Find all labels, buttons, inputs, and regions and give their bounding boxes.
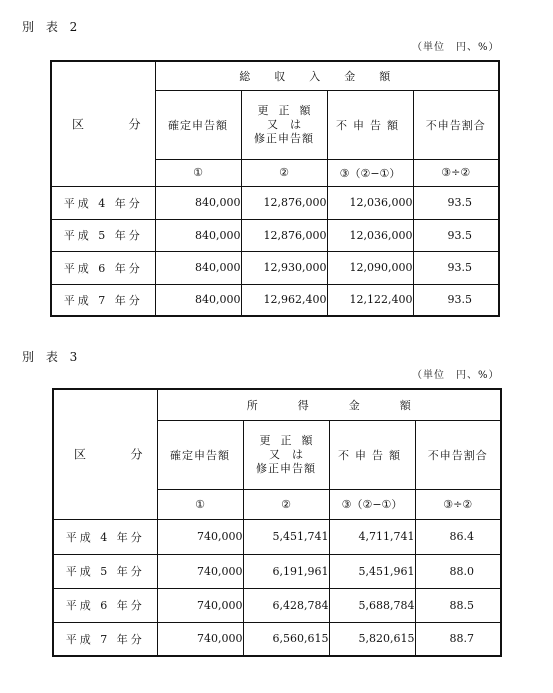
table3-unit-note: （単位 円、%） xyxy=(412,370,500,381)
cell-fushinkoku: 12,122,400 xyxy=(327,284,413,316)
row-label: 平成 7 年分 xyxy=(51,284,155,316)
kubun-char-1: 区 xyxy=(72,117,85,132)
header-ratio: 不申告割合 xyxy=(415,420,501,489)
marker-3: ③（②−①） xyxy=(329,489,415,519)
cell-kosei: 12,876,000 xyxy=(241,186,327,219)
table-row xyxy=(53,519,501,554)
cell-kakutei: 740,000 xyxy=(157,622,243,656)
kubun-char-2: 分 xyxy=(128,117,141,132)
cell-ratio: 93.5 xyxy=(413,284,499,316)
table3 xyxy=(52,388,502,657)
header-fushinkoku: 不申告額 xyxy=(327,90,413,159)
cell-fushinkoku: 12,036,000 xyxy=(327,219,413,251)
row-label: 平成 7 年分 xyxy=(53,622,157,656)
header-kosei-line3: 修正申告額 xyxy=(254,131,314,145)
header-kosei-line2: 又は xyxy=(267,117,313,131)
cell-kakutei: 740,000 xyxy=(157,554,243,588)
marker-3: ③（②−①） xyxy=(327,159,413,186)
cell-ratio: 88.5 xyxy=(415,588,501,622)
table2-unit-note: （単位 円、%） xyxy=(412,42,500,53)
row-label: 平成 4 年分 xyxy=(53,519,157,554)
header-kosei-line3: 修正申告額 xyxy=(256,461,316,475)
table-row xyxy=(51,251,499,284)
cell-kakutei: 740,000 xyxy=(157,519,243,554)
table2-label: 別 表 2 xyxy=(22,20,82,34)
row-label: 平成 6 年分 xyxy=(53,588,157,622)
cell-fushinkoku: 12,090,000 xyxy=(327,251,413,284)
cell-ratio: 93.5 xyxy=(413,186,499,219)
cell-fushinkoku: 5,688,784 xyxy=(329,588,415,622)
cell-kakutei: 740,000 xyxy=(157,588,243,622)
cell-ratio: 93.5 xyxy=(413,219,499,251)
cell-kosei: 12,876,000 xyxy=(241,219,327,251)
marker-2: ② xyxy=(243,489,329,519)
cell-kosei: 12,962,400 xyxy=(241,284,327,316)
marker-2: ② xyxy=(241,159,327,186)
table-row xyxy=(53,588,501,622)
header-kosei xyxy=(241,90,327,159)
cell-kakutei: 840,000 xyxy=(155,284,241,316)
marker-4: ③÷② xyxy=(415,489,501,519)
table3-kubun-header xyxy=(53,389,157,519)
row-label: 平成 6 年分 xyxy=(51,251,155,284)
header-kosei-line2: 又は xyxy=(269,447,315,461)
cell-kosei: 12,930,000 xyxy=(241,251,327,284)
row-label: 平成 4 年分 xyxy=(51,186,155,219)
table3-title: 所得金額 xyxy=(157,389,501,420)
table-row xyxy=(51,284,499,316)
cell-kosei: 6,560,615 xyxy=(243,622,329,656)
cell-ratio: 88.0 xyxy=(415,554,501,588)
cell-kosei: 6,191,961 xyxy=(243,554,329,588)
header-kosei-line1: 更正額 xyxy=(257,103,321,117)
table-row xyxy=(53,622,501,656)
cell-fushinkoku: 5,820,615 xyxy=(329,622,415,656)
kubun-char-1: 区 xyxy=(74,447,87,462)
cell-ratio: 86.4 xyxy=(415,519,501,554)
table-row xyxy=(51,186,499,219)
cell-fushinkoku: 12,036,000 xyxy=(327,186,413,219)
header-ratio: 不申告割合 xyxy=(413,90,499,159)
marker-1: ① xyxy=(155,159,241,186)
cell-kakutei: 840,000 xyxy=(155,251,241,284)
row-label: 平成 5 年分 xyxy=(53,554,157,588)
cell-fushinkoku: 4,711,741 xyxy=(329,519,415,554)
header-kakutei: 確定申告額 xyxy=(157,420,243,489)
table2 xyxy=(50,60,500,317)
marker-4: ③÷② xyxy=(413,159,499,186)
cell-kosei: 5,451,741 xyxy=(243,519,329,554)
table-row xyxy=(51,219,499,251)
header-kosei-line1: 更正額 xyxy=(259,433,323,447)
kubun-char-2: 分 xyxy=(130,447,143,462)
cell-ratio: 93.5 xyxy=(413,251,499,284)
cell-kosei: 6,428,784 xyxy=(243,588,329,622)
table-row xyxy=(53,554,501,588)
marker-1: ① xyxy=(157,489,243,519)
row-label: 平成 5 年分 xyxy=(51,219,155,251)
cell-kakutei: 840,000 xyxy=(155,219,241,251)
cell-ratio: 88.7 xyxy=(415,622,501,656)
table2-title: 総収入金額 xyxy=(155,61,499,90)
table3-label: 別 表 3 xyxy=(22,350,82,364)
cell-kakutei: 840,000 xyxy=(155,186,241,219)
cell-fushinkoku: 5,451,961 xyxy=(329,554,415,588)
header-kakutei: 確定申告額 xyxy=(155,90,241,159)
table2-kubun-header xyxy=(51,61,155,186)
header-kosei xyxy=(243,420,329,489)
header-fushinkoku: 不申告額 xyxy=(329,420,415,489)
